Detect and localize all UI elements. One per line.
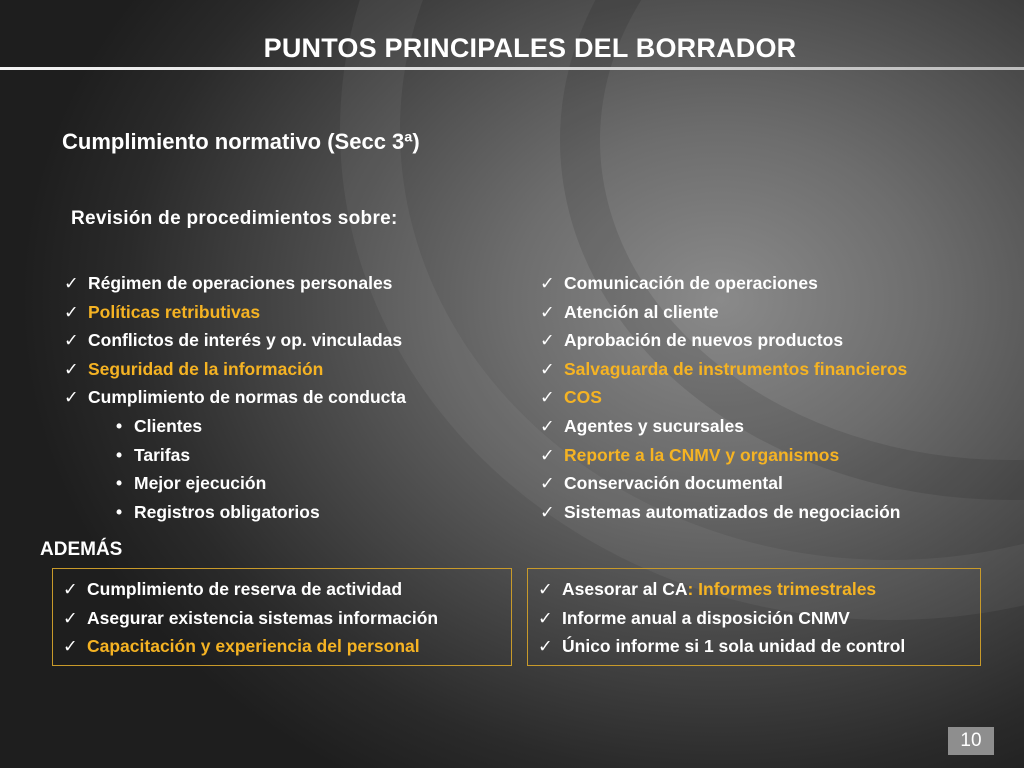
list-item-text: Informe anual a disposición CNMV	[562, 607, 850, 628]
list-item-text: Clientes	[134, 415, 203, 436]
list-item-text: Tarifas	[134, 444, 191, 465]
check-icon: ✓	[63, 636, 78, 657]
list-item-text: COS	[564, 387, 602, 408]
list-item	[58, 355, 406, 384]
list-item	[58, 383, 406, 412]
list-item	[534, 498, 907, 527]
list-item-text: Conservación documental	[564, 473, 783, 494]
left-checklist	[58, 269, 406, 526]
list-item-text: : Informes trimestrales	[687, 579, 877, 599]
list-item-text: Capacitación y experiencia del personal	[87, 636, 420, 657]
section-subtitle: Cumplimiento normativo (Secc 3ª)	[62, 129, 420, 154]
list-item	[57, 604, 438, 633]
bullet-icon: •	[116, 415, 123, 436]
list-item-text: Sistemas automatizados de negociación	[564, 501, 901, 522]
check-icon: ✓	[63, 579, 78, 599]
list-item-text: Único informe si 1 sola unidad de control	[562, 636, 906, 657]
right-checklist	[534, 269, 907, 526]
list-item	[532, 604, 905, 633]
list-item	[58, 269, 406, 298]
title-divider	[0, 67, 1024, 70]
check-icon: ✓	[64, 330, 79, 351]
list-item-text: Reporte a la CNMV y organismos	[564, 444, 840, 465]
list-item-text: Asesorar al CA	[562, 579, 688, 599]
check-icon: ✓	[540, 273, 555, 293]
list-item	[534, 441, 907, 470]
intro-heading: Revisión de procedimientos sobre:	[71, 208, 398, 229]
list-item	[58, 298, 406, 327]
list-item-text: Conflictos de interés y op. vinculadas	[88, 330, 403, 351]
check-icon: ✓	[538, 636, 553, 657]
list-item	[534, 326, 907, 355]
list-item	[534, 298, 907, 327]
list-item-text: Seguridad de la información	[88, 358, 324, 379]
ademas-right-box	[527, 568, 981, 666]
ademas-heading: ADEMÁS	[40, 539, 123, 560]
ademas-left-checklist	[57, 575, 438, 661]
ademas-left-box	[52, 568, 512, 666]
check-icon: ✓	[64, 387, 79, 408]
list-item	[58, 326, 406, 355]
bullet-icon: •	[116, 501, 123, 522]
check-icon: ✓	[64, 301, 79, 322]
list-item	[534, 269, 907, 298]
check-icon: ✓	[538, 607, 553, 628]
list-item-text: Políticas retributivas	[88, 301, 261, 322]
list-item-text: Asegurar existencia sistemas información	[87, 607, 439, 628]
check-icon: ✓	[540, 387, 555, 408]
list-item-text: Cumplimiento de reserva de actividad	[87, 579, 403, 599]
list-item-text: Comunicación de operaciones	[564, 273, 818, 293]
check-icon: ✓	[540, 415, 555, 436]
list-item-text: Régimen de operaciones personales	[88, 273, 393, 293]
list-item-text: Salvaguarda de instrumentos financieros	[564, 358, 908, 379]
list-item	[58, 498, 406, 527]
list-item	[57, 575, 438, 604]
check-icon: ✓	[540, 473, 555, 494]
list-item	[58, 441, 406, 470]
list-item-text: Cumplimiento de normas de conducta	[88, 387, 406, 408]
list-item	[58, 469, 406, 498]
list-item-text: Agentes y sucursales	[564, 415, 744, 436]
check-icon: ✓	[540, 358, 555, 379]
check-icon: ✓	[63, 607, 78, 628]
list-item-text: Registros obligatorios	[134, 501, 320, 522]
check-icon: ✓	[540, 501, 555, 522]
list-item-text: Aprobación de nuevos productos	[564, 330, 844, 351]
list-item-text: Atención al cliente	[564, 301, 719, 322]
slide-title: PUNTOS PRINCIPALES DEL BORRADOR	[263, 33, 797, 63]
list-item	[534, 469, 907, 498]
list-item	[58, 412, 406, 441]
list-item	[532, 632, 905, 661]
ademas-right-checklist	[532, 575, 905, 661]
check-icon: ✓	[540, 444, 555, 465]
list-item	[57, 632, 438, 661]
check-icon: ✓	[64, 358, 79, 379]
check-icon: ✓	[538, 579, 553, 599]
list-item	[534, 383, 907, 412]
list-item	[534, 412, 907, 441]
check-icon: ✓	[540, 330, 555, 351]
check-icon: ✓	[540, 301, 555, 322]
list-item	[532, 575, 905, 604]
page-number: 10	[948, 727, 994, 755]
bullet-icon: •	[116, 473, 123, 494]
bullet-icon: •	[116, 444, 123, 465]
list-item	[534, 355, 907, 384]
check-icon: ✓	[64, 273, 79, 293]
list-item-text: Mejor ejecución	[134, 473, 267, 494]
